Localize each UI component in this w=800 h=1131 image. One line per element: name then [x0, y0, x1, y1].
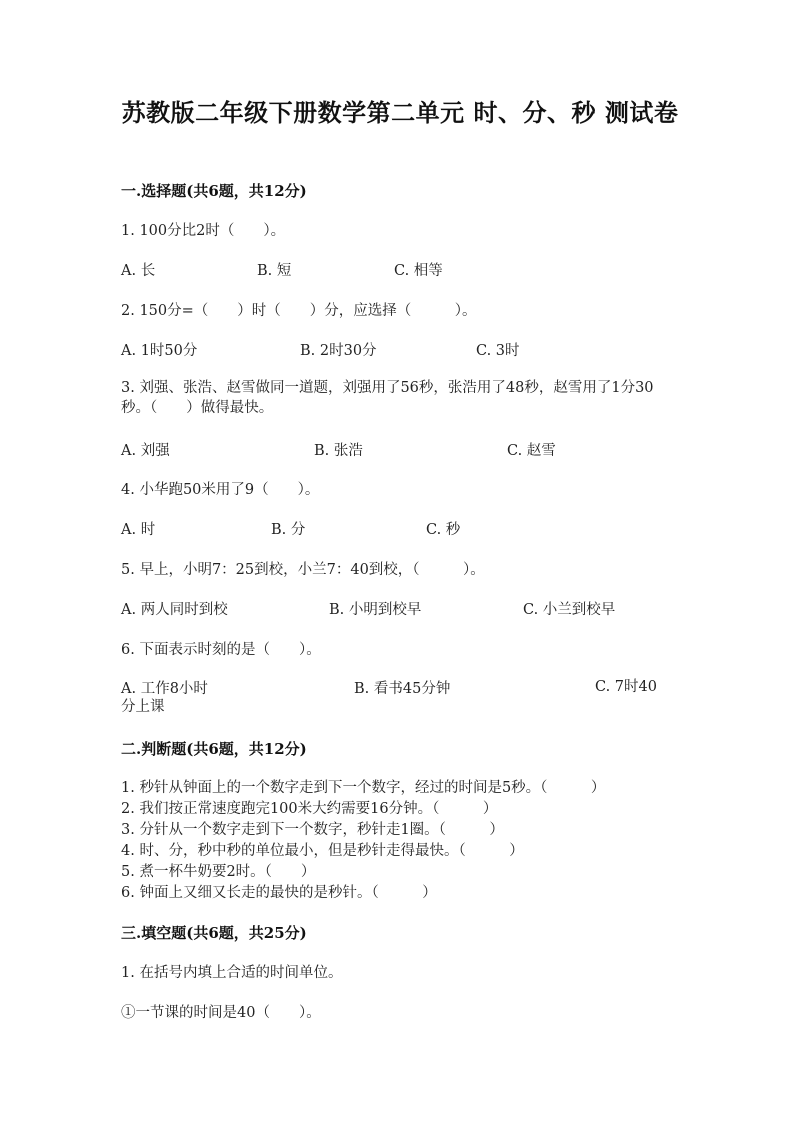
question-4-option-c: C. 秒	[426, 522, 461, 538]
question-5: 5. 早上，小明7：25到校，小兰7：40到校，（ ）。	[121, 562, 485, 578]
question-2-option-b: B. 2时30分	[300, 343, 377, 359]
question-6: 6. 下面表示时刻的是（ ）。	[121, 642, 321, 658]
fill-blank-item-1-sub-1: ①一节课的时间是40（ ）。	[121, 1005, 321, 1021]
question-2-option-c: C. 3时	[476, 343, 520, 359]
judgement-item-3: 3. 分针从一个数字走到下一个数字，秒针走1圈。（ ）	[121, 822, 504, 838]
question-6-option-b: B. 看书45分钟	[354, 681, 451, 697]
section-heading-choice: 一.选择题(共6题，共12分)	[121, 182, 307, 200]
question-4: 4. 小华跑50米用了9（ ）。	[121, 482, 320, 498]
section-heading-fill-blank: 三.填空题(共6题，共25分)	[121, 924, 307, 942]
judgement-item-4: 4. 时、分，秒中秒的单位最小，但是秒针走得最快。（ ）	[121, 843, 524, 859]
question-4-option-b: B. 分	[271, 522, 306, 538]
page-title: 苏教版二年级下册数学第二单元 时、分、秒 测试卷	[121, 98, 679, 127]
question-6-option-c: C. 7时40分上课	[121, 679, 657, 715]
question-1-option-b: B. 短	[257, 263, 292, 279]
question-2: 2. 150分=（ ）时（ ）分，应选择（ ）。	[121, 303, 477, 319]
question-3-option-b: B. 张浩	[314, 443, 363, 459]
question-4-option-a: A. 时	[121, 522, 156, 538]
question-3-option-a: A. 刘强	[121, 443, 170, 459]
judgement-item-1: 1. 秒针从钟面上的一个数字走到下一个数字，经过的时间是5秒。（ ）	[121, 780, 606, 796]
judgement-item-2: 2. 我们按正常速度跑完100米大约需要16分钟。（ ）	[121, 801, 498, 817]
question-1: 1. 100分比2时（ ）。	[121, 223, 286, 239]
question-1-option-a: A. 长	[121, 263, 156, 279]
judgement-item-5: 5. 煮一杯牛奶要2时。（ ）	[121, 864, 316, 880]
section-heading-judgement: 二.判断题(共6题，共12分)	[121, 740, 307, 758]
question-6-option-a: A. 工作8小时	[121, 681, 208, 697]
question-2-option-a: A. 1时50分	[121, 343, 198, 359]
question-5-option-b: B. 小明到校早	[329, 602, 422, 618]
fill-blank-item-1: 1. 在括号内填上合适的时间单位。	[121, 965, 343, 981]
question-3: 3. 刘强、张浩、赵雪做同一道题，刘强用了56秒，张浩用了48秒，赵雪用了1分30秒。（ ）做得最快。	[121, 380, 654, 416]
question-3-option-c: C. 赵雪	[507, 443, 556, 459]
question-1-option-c: C. 相等	[394, 263, 443, 279]
judgement-item-6: 6. 钟面上又细又长走的最快的是秒针。（ ）	[121, 885, 437, 901]
question-5-option-a: A. 两人同时到校	[121, 602, 228, 618]
question-5-option-c: C. 小兰到校早	[523, 602, 616, 618]
